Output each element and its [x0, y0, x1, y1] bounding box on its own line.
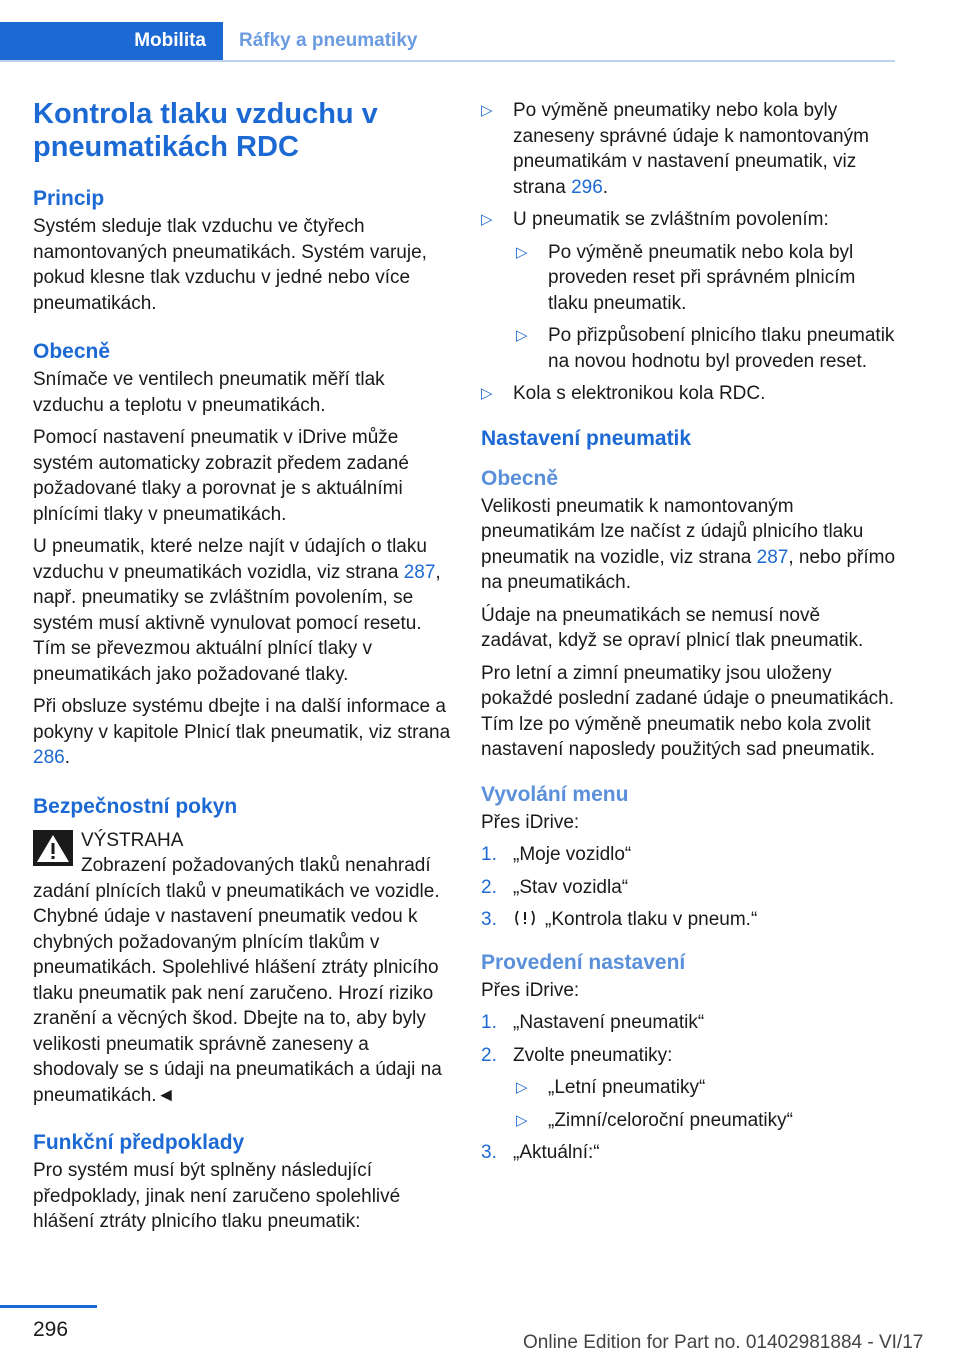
bullet-marker: ▷: [481, 102, 493, 119]
page-link-287[interactable]: 287: [403, 561, 436, 583]
number-marker: 1.: [481, 844, 497, 865]
bullet-marker: ▷: [516, 1079, 528, 1096]
page-link-286[interactable]: 286: [33, 747, 65, 768]
text: Při obsluze systému dbejte i na další informace a pokyny v kapitole Plnicí tlak pneumatik, viz strana: [33, 696, 451, 743]
bullet-marker: ▷: [516, 243, 528, 261]
right-column: [481, 98, 895, 1173]
bullet-marker: ▷: [516, 327, 528, 344]
text: „Moje vozidlo“: [513, 844, 632, 865]
list-item: [481, 207, 895, 233]
list-subitem: [481, 240, 895, 317]
warning-title: VÝSTRAHA: [81, 829, 184, 851]
text: U pneumatik se zvláštním povolením:: [513, 209, 829, 230]
heading-vyvolani-menu: Vyvolání menu: [481, 782, 629, 806]
numbered-item: [481, 842, 895, 868]
paragraph: Přes iDrive:: [481, 811, 580, 833]
text: Po přizpůsobení plnicího tlaku pneumatik na novou hodnotu byl proveden reset.: [548, 325, 895, 372]
paragraph: Pro systém musí být splněny následující předpoklady, jinak není zaručeno spolehlivé hlášení ztráty plnicího tlaku pneumatik:: [33, 1160, 401, 1232]
paragraph: [481, 494, 895, 596]
heading-nastaveni-pneumatik: Nastavení pneumatik: [481, 426, 692, 450]
text: „Letní pneumatiky“: [548, 1077, 706, 1098]
bullet-marker: ▷: [481, 211, 493, 228]
heading-provedeni-nastaveni: Provedení nastavení: [481, 950, 686, 974]
list-item: [481, 98, 895, 200]
text: „Nastavení pneumatik“: [513, 1012, 705, 1033]
text: Kola s elektronikou kola RDC.: [513, 383, 766, 404]
paragraph: [33, 534, 451, 687]
heading-obecne: Obecně: [33, 340, 111, 363]
warning-text: zadání plnících tlaků v pneumatikách ve vozidle. Chybné údaje v nastavení pneumatik vedou k chybných požadovaným plnícím tlakům v pneumatikách. Spolehlivé hlášení ztráty plnicího tlaku pneumatik pak není zaručeno. Hrozí riziko zranění a věcných škod. Dbejte na to, aby byly velikosti pneumatik správně zaneseny a shodovaly se s údaji na pneumatikách a údaji na pneumatikách.◄: [33, 880, 442, 1106]
warning-block: [33, 828, 451, 1109]
list-subitem: [481, 1075, 895, 1101]
number-marker: 1.: [481, 1012, 497, 1033]
text: , např. pneumatiky se zvláštním povolením, se systém musí aktivně vynulovat pomocí resetu. Tím se převezmou aktuální plnící tlaky v pneumatikách jako požadované tlaky.: [33, 561, 441, 685]
list-subitem: [481, 1108, 895, 1134]
numbered-item: [481, 1010, 895, 1036]
numbered-item: [481, 875, 895, 901]
tab-mobilita[interactable]: Mobilita: [0, 22, 223, 60]
numbered-item: [481, 1140, 895, 1166]
number-marker: 3.: [481, 1142, 497, 1163]
page-number: 296: [33, 1318, 69, 1341]
text: .: [602, 176, 609, 198]
header-tabs: [0, 22, 895, 62]
header-divider: [0, 60, 895, 62]
number-marker: 3.: [481, 909, 497, 930]
paragraph: Přes iDrive:: [481, 979, 580, 1001]
bullet-marker: ▷: [516, 1111, 528, 1129]
tire-pressure-icon: [513, 908, 537, 928]
page-title: Kontrola tlaku vzduchu v pneumatikách RDC: [33, 98, 378, 163]
list-item: [481, 381, 895, 407]
numbered-item: [481, 1043, 895, 1069]
paragraph: Údaje na pneumatikách se nemusí nově zadávat, když se opraví plnicí tlak pneumatik.: [481, 604, 864, 651]
paragraph: Pro letní a zimní pneumatiky jsou uloženy pokaždé poslední zadané údaje o pneumatikách. Tím lze po výměně pneumatik nebo kola zvolit nastavení naposledy použitých sad pneumatik.: [481, 662, 895, 760]
warning-triangle-icon: [33, 830, 73, 866]
left-column: [33, 98, 451, 1242]
text: , nebo přímo na pneumatikách.: [481, 546, 896, 593]
text: Po výměně pneumatik nebo kola byl proveden reset při správném plnicím tlaku pneumatik.: [548, 241, 856, 314]
text: Po výměně pneumatiky nebo kola byly zaneseny správné údaje k namontovaným pneumatikám v nastavení pneumatik, viz strana: [513, 100, 869, 198]
text: „Aktuální:“: [513, 1142, 600, 1163]
list-subitem: [481, 323, 895, 374]
text: Velikosti pneumatik k namontovaným pneumatikám lze načíst z údajů plnicího tlaku pneumatik na vozidle, viz strana: [481, 495, 864, 568]
number-marker: 2.: [481, 1044, 497, 1066]
text: „Kontrola tlaku v pneum.“: [545, 909, 758, 930]
paragraph: [33, 694, 451, 771]
paragraph: Pomocí nastavení pneumatik v iDrive může systém automaticky zobrazit předem zadané požadované tlaky a porovnat je s aktuálními plnícími tlaky v pneumatikách.: [33, 427, 409, 525]
edition-note: Online Edition for Part no. 01402981884 - VI/17: [523, 1332, 924, 1353]
text: U pneumatik, které nelze najít v údajích o tlaku vzduchu v pneumatikách vozidla, viz strana: [33, 536, 427, 583]
page-link-296[interactable]: 296: [571, 176, 603, 198]
page-link-287[interactable]: 287: [756, 546, 789, 568]
heading-obecne: Obecně: [481, 466, 559, 490]
heading-bezpecnostni-pokyn: Bezpečnostní pokyn: [33, 794, 238, 818]
paragraph: Snímače ve ventilech pneumatik měří tlak vzduchu a teplotu v pneumatikách.: [33, 369, 385, 416]
number-marker: 2.: [481, 876, 497, 898]
text: „Stav vozidla“: [513, 876, 629, 898]
text: Zvolte pneumatiky:: [513, 1044, 673, 1066]
tab-rafky-a-pneumatiky[interactable]: Ráfky a pneumatiky: [239, 30, 418, 51]
bullet-marker: ▷: [481, 385, 493, 402]
numbered-item: [481, 907, 895, 933]
heading-funkcni-predpoklady: Funkční předpoklady: [33, 1131, 245, 1154]
footer-divider: [0, 1305, 97, 1308]
text: .: [64, 747, 70, 768]
heading-princip: Princip: [33, 187, 105, 210]
warning-first-line: Zobrazení požadovaných tlaků nenahradí: [81, 855, 431, 876]
paragraph: Systém sleduje tlak vzduchu ve čtyřech namontovaných pneumatikách. Systém varuje, pokud klesne tlak vzduchu v jedné nebo více pneumatikách.: [33, 216, 427, 314]
text: „Zimní/celoroční pneumatiky“: [548, 1109, 793, 1131]
